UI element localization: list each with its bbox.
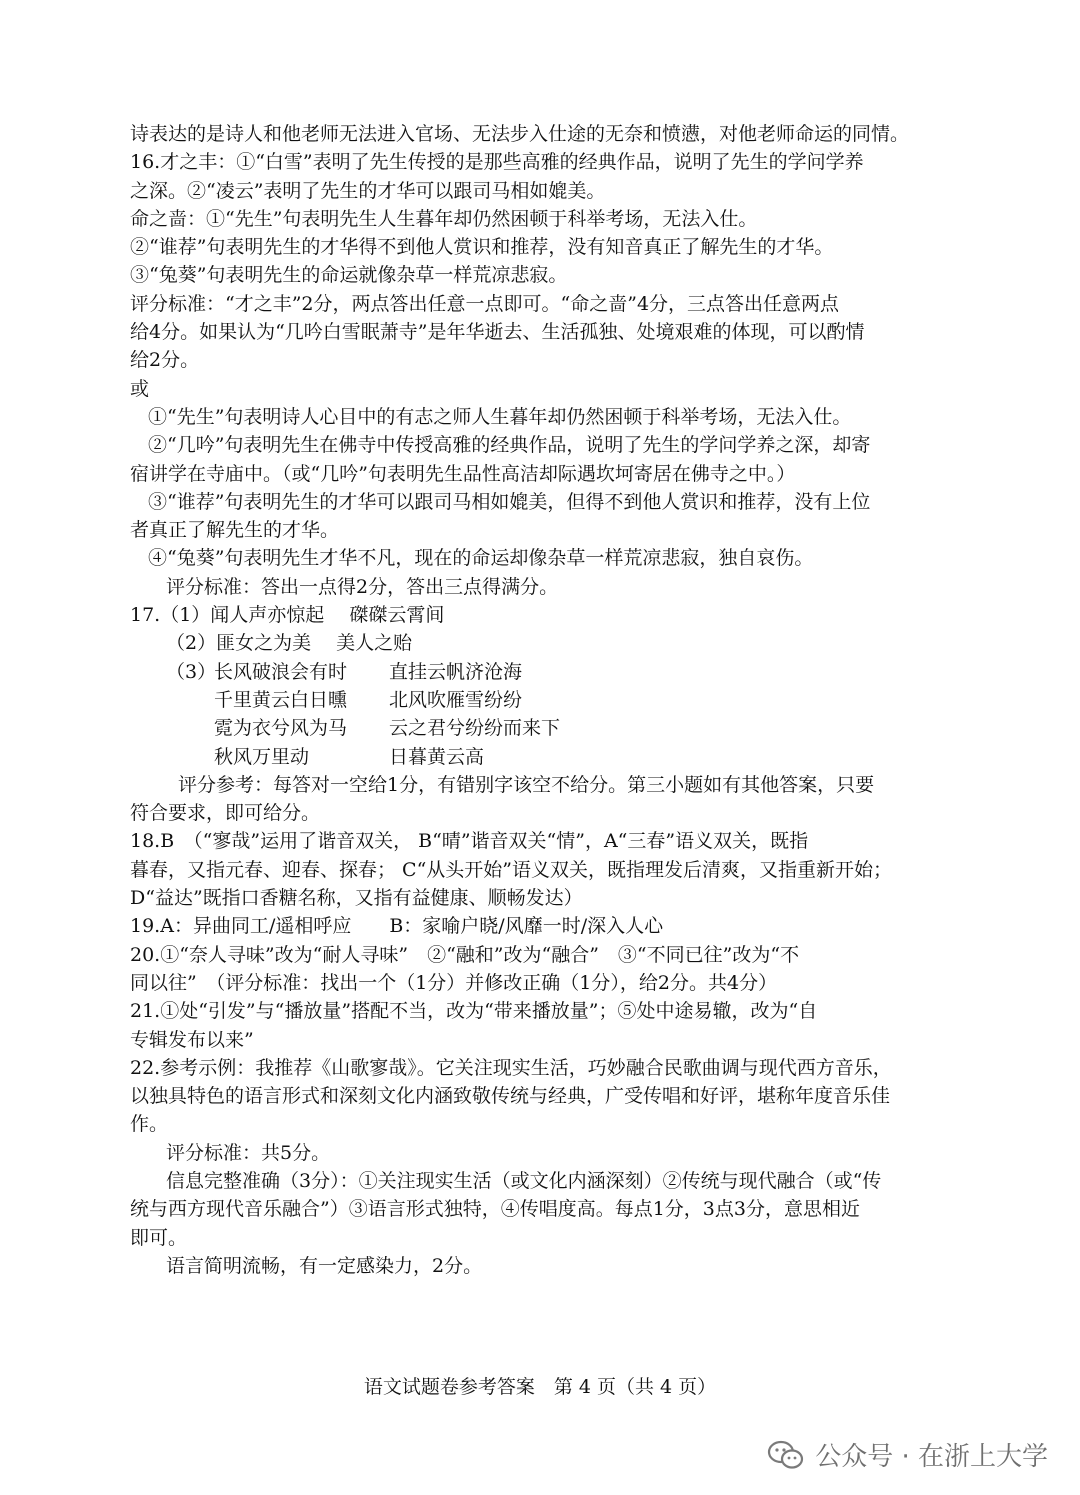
answer-key-body [130,120,960,1280]
text-line: 暮春，又指元春、迎春、探春； C“从头开始”语义双关，既指理发后清爽，又指重新开始； [130,858,893,881]
wechat-icon [767,1440,805,1470]
verse-first-half: 千里黄云白日曛 [214,688,348,711]
q17-verse-row [130,658,960,686]
q22-scoring-line: 语言简明流畅，有一定感染力，2分。 [166,1254,483,1277]
q17-scoring-note: 符合要求，即可给分。 [130,802,321,825]
text-line: 给4分。如果认为“几吟白雪眠萧寺”是年华逝去、生活孤独、处境艰难的体现，可以酌情 [130,321,865,344]
q17-line-1: 17.（1）闻人声亦惊起 磔磔云霄间 [130,604,445,627]
q17-line-2: （2）匪女之为美 美人之贻 [166,632,413,655]
text-line: 者真正了解先生的才华。 [130,519,340,542]
q17-part-number: （3） [166,660,217,683]
verse-first-half: 霓为衣兮风为马 [214,717,348,740]
verse-first-half: 长风破浪会有时 [214,660,348,683]
watermark-text: 公众号 · 在浙上大学 [815,1442,1048,1472]
text-line: 作。 [130,1113,169,1136]
q22-scoring-line: 即可。 [130,1226,188,1249]
verse-second-half: 北风吹雁雪纷纷 [389,688,523,711]
verse-second-half: 日暮黄云高 [389,745,485,768]
text-line: ①“先生”句表明诗人心目中的有志之师人生暮年却仍然困顿于科举考场，无法入仕。 [148,405,852,428]
text-line: 20.①“奈人寻味”改为“耐人寻味” ②“融和”改为“融合” ③“不同已往”改为“不 [130,943,800,966]
text-line: ③“谁荐”句表明先生的才华可以跟司马相如媲美，但得不到他人赏识和推荐，没有上位 [148,490,871,513]
watermark [767,1436,1048,1473]
q17-verse-row [130,686,960,714]
verse-second-half: 云之君兮纷纷而来下 [389,717,561,740]
text-line: 16.才之丰：①“白雪”表明了先生传授的是那些高雅的经典作品，说明了先生的学问学养 [130,151,864,174]
text-line: 以独具特色的语言形式和深刻文化内涵致敬传统与经典，广受传唱和好评，堪称年度音乐佳 [130,1085,891,1108]
text-line: ②“谁荐”句表明先生的才华得不到他人赏识和推荐，没有知音真正了解先生的才华。 [130,236,834,259]
text-line: 宿讲学在寺庙中。（或“几吟”句表明先生品性高洁却际遇坎坷寄居在佛寺之中。） [130,462,796,485]
text-line: 给2分。 [130,349,200,372]
q22-scoring-line: 评分标准：共5分。 [166,1141,331,1164]
text-line: 18.B （“寥哉”运用了谐音双关， B“晴”谐音双关“情”，A“三春”语义双关，既指 [130,830,809,853]
text-line: 同以往” （评分标准：找出一个（1分）并修改正确（1分），给2分。共4分） [130,971,778,994]
page-footer: 语文试题卷参考答案 第 4 页（共 4 页） [363,1376,717,1398]
verse-second-half: 直挂云帆济沧海 [389,660,523,683]
q22-scoring-line: 信息完整准确（3分）：①关注现实生活（或文化内涵深刻）②传统与现代融合（或“传 [166,1169,882,1192]
text-line: 评分标准：答出一点得2分，答出三点得满分。 [166,575,559,598]
text-line: 命之啬：①“先生”句表明先生人生暮年却仍然困顿于科举考场，无法入仕。 [130,207,758,230]
text-line: 评分标准：“才之丰”2分，两点答出任意一点即可。“命之啬”4分，三点答出任意两点 [130,292,840,315]
text-line: 或 [130,377,150,400]
text-line: 诗表达的是诗人和他老师无法进入官场、无法步入仕途的无奈和愤懑，对他老师命运的同情。 [130,123,910,145]
text-line: ④“兔葵”句表明先生才华不凡，现在的命运却像杂草一样荒凉悲寂，独自哀伤。 [148,547,814,570]
q22-scoring-line: 统与西方现代音乐融合”）③语言形式独特，④传唱度高。每点1分，3点3分，意思相近 [130,1198,860,1221]
q17-verse-row [130,743,960,771]
text-line: 19.A：异曲同工/遥相呼应 B：家喻户晓/风靡一时/深入人心 [130,915,664,938]
text-line: D“益达”既指口香糖名称，又指有益健康、顺畅发达） [130,887,583,910]
text-line: ②“几吟”句表明先生在佛寺中传授高雅的经典作品，说明了先生的学问学养之深，却寄 [148,434,871,457]
text-line: 专辑发布以来” [130,1028,254,1051]
text-line: ③“兔葵”句表明先生的命运就像杂草一样荒凉悲寂。 [130,264,568,287]
q17-verse-row [130,714,960,742]
verse-first-half: 秋风万里动 [214,745,310,768]
text-line: 21.①处“引发”与“播放量”搭配不当，改为“带来播放量”；⑤处中途易辙，改为“自 [130,1000,818,1023]
text-line: 之深。②“凌云”表明了先生的才华可以跟司马相如媲美。 [130,179,606,202]
text-line: 22.参考示例：我推荐《山歌寥哉》。它关注现实生活，巧妙融合民歌曲调与现代西方音乐， [130,1056,892,1079]
q17-scoring-note: 评分参考：每答对一空给1分，有错别字该空不给分。第三小题如有其他答案，只要 [178,773,875,796]
